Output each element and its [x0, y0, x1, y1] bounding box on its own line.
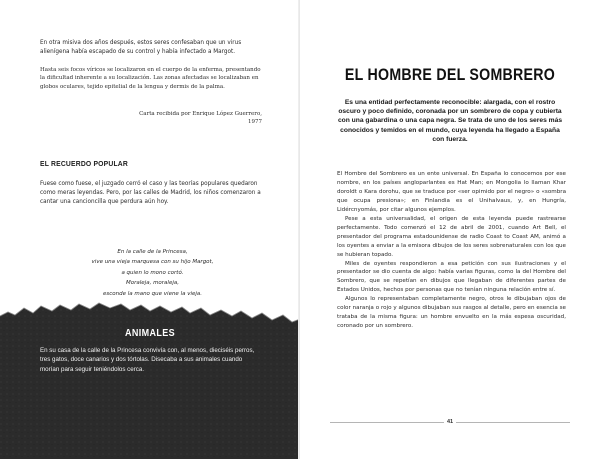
letter-quote	[40, 66, 262, 91]
page-number: 41	[444, 418, 456, 427]
recuerdo-paragraph	[40, 180, 265, 207]
rhyme-line: Moraleja, moraleja,	[126, 280, 179, 287]
recuerdo-heading: EL RECUERDO POPULAR	[40, 159, 129, 168]
body-paragraph: Miles de oyentes respondieron a esa petición con sus ilustraciones y el presentador se dio cuenta de algo: había varias figuras, como la del Hombre del Sombrero, que se repetían en dibujos que llegaban de diferentes partes de Estados Unidos, hechos por personas que no tenían ninguna relación entre sí.	[337, 260, 566, 294]
chapter-title: EL HOMBRE DEL SOMBRERO	[344, 66, 556, 84]
intro-paragraph: En otra misiva dos años después, estos seres confesaban que un virus alienígena había escapado de su control y había infectado a Margot.	[40, 40, 242, 55]
animales-paragraph: En su casa de la calle de la Princesa convivía con, al menos, dieciséis perros, tres gatos, doce canarios y dos tórtolas. Disecaba a sus animales cuando morían para seguir teniéndolos cerca.	[40, 347, 255, 373]
body-paragraph: Pese a esta universalidad, el origen de esta leyenda puede rastrearse perfectamente. Todo comenzó el 12 de abril de 2001, cuando Art Bell, el presentador del programa estadounidense de radio Coast to Coast AM, animó a los oyentes a enviar a la emisora dibujos de los seres sobrenaturales con los que se hubieran topado.	[337, 215, 566, 258]
rhyme-line: a quien lo mono cortó.	[121, 269, 184, 276]
rhyme-line: vive una vieja marquesa con su hijo Margot,	[91, 259, 214, 266]
animales-sidebar-box	[0, 302, 300, 459]
letter-quote-text: Hasta seis focos víricos se localizaron en el cuerpo de la enferma, presentando la dificultad inherente a su localización. Las zonas afectadas se localizaban en globos oculares, tejido epitelial de la lengua y dermis de la palma.	[40, 67, 261, 90]
letter-year: 1977	[248, 119, 262, 126]
body-paragraph: El Hombre del Sombrero es un ente universal. En España lo conocemos por ese nombre, en los países angloparlantes es Hat Man; en Mongolia lo llaman Khar doroldt o Kara dorohu, que se traduce por «ser opimido por el negro» o «sombra que ocupa presiona»; en Finlandia es el Unihalvaus, y, en Hungría, Lidércnyomás, por citar algunos ejemplos.	[337, 171, 566, 213]
body-paragraph: Algunos lo representaban completamente negro, otros le dibujaban ojos de color naranja o rojo y algunos dibujaban sus rasgos al detalle, pero en esencia se trataba de la misma figura: un hombre envuelto en la más espesa oscuridad, coronado por un sombrero.	[337, 296, 566, 330]
chapter-lede: Es una entidad perfectamente reconocible: alargada, con el rostro oscuro y poco definido, coronada por un sombrero de copa y cubierta con una gabardina o una capa negra. Se trata de uno de los seres más conocidos y temidos en el mundo, cuya leyenda ha llegado a España con fuerza.	[337, 99, 563, 143]
rhyme-line: En la calle de la Princesa,	[117, 249, 188, 255]
letter-signature	[40, 110, 262, 127]
rhyme-line: esconde la mano que viene la vieja.	[102, 290, 203, 297]
chapter-body	[337, 170, 566, 331]
letter-signature-name: Carta recibida por Enrique López Guerrero,	[139, 111, 262, 117]
torn-paper-background	[0, 302, 300, 459]
torn-edge-shape	[0, 303, 300, 459]
recuerdo-paragraph-text: Fuese como fuese, el juzgado cerró el caso y las teorías populares quedaron como meras leyendas. Pero, por las calles de Madrid, los niños comenzaron a cantar una cancioncilla que perdura aún hoy.	[40, 181, 261, 205]
rhyme-block	[40, 247, 265, 299]
animales-heading: ANIMALES	[125, 328, 175, 339]
